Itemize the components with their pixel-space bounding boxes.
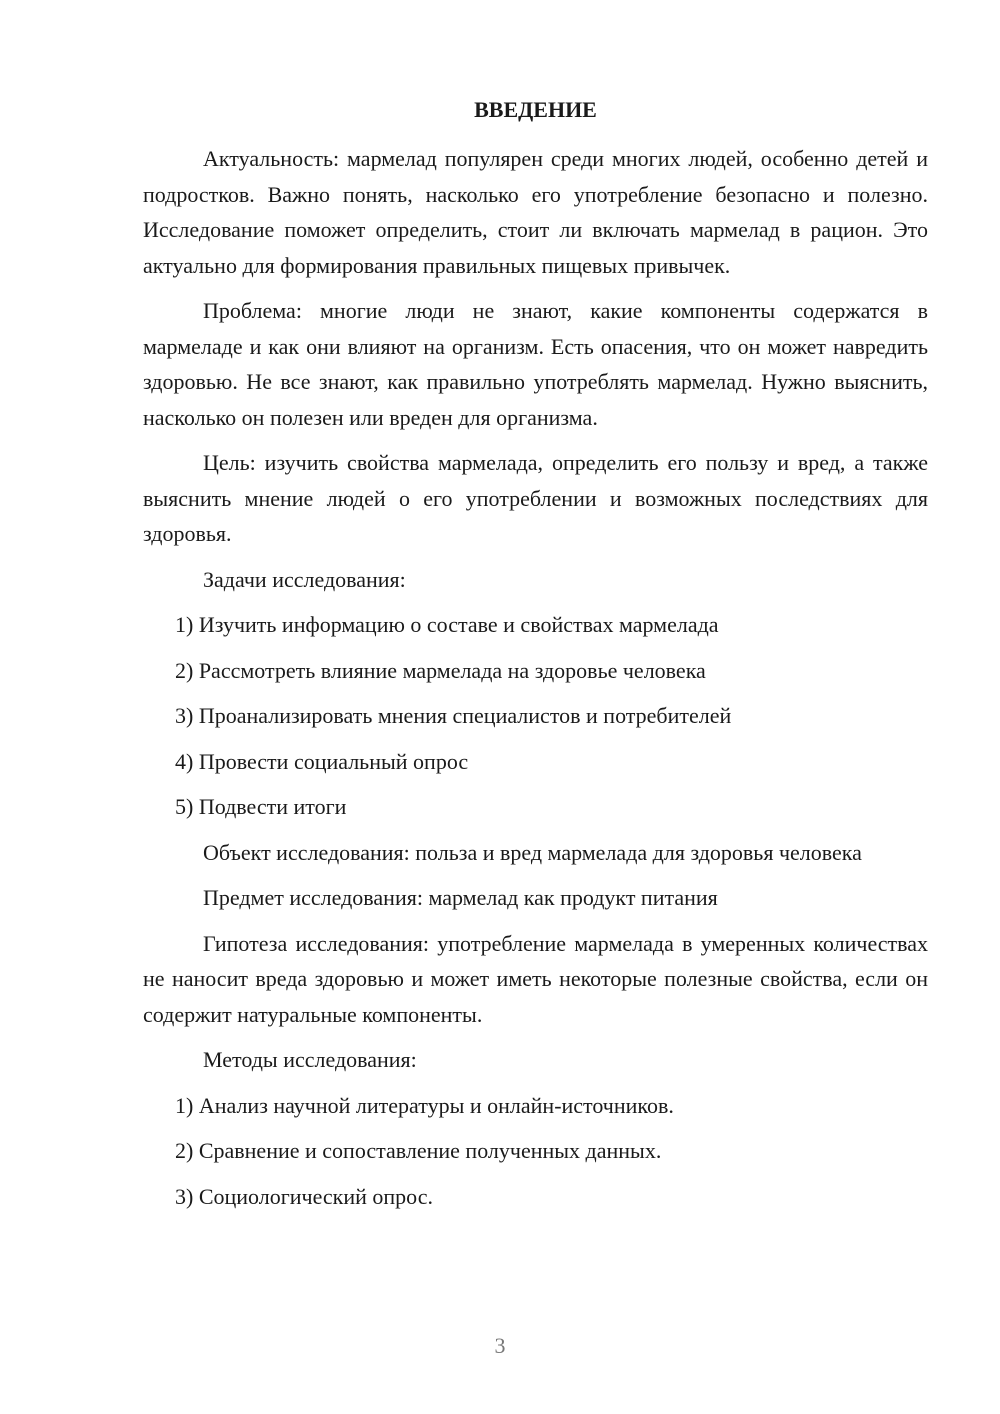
method-item: 1) Анализ научной литературы и онлайн-источников. [175, 1092, 674, 1118]
object-paragraph: Объект исследования: польза и вред мармелада для здоровья человека [203, 839, 862, 865]
task-item: 4) Провести социальный опрос [175, 748, 469, 774]
problem-paragraph: Проблема: многие люди не знают, какие компоненты содержатся в мармеладе и как они влияют на организм. Есть опасения, что он может навредить здоровью. Не все знают, как правильно употреблять мармелад. Нужно выяснить, насколько он полезен или вреден для организма. [143, 298, 928, 430]
page-number: 3 [494, 1333, 506, 1358]
task-item: 2) Рассмотреть влияние мармелада на здоровье человека [175, 657, 706, 683]
relevance-paragraph: Актуальность: мармелад популярен среди многих людей, особенно детей и подростков. Важно понять, насколько его употребление безопасно и полезно. Исследование поможет определить, стоит ли включать мармелад в рацион. Это актуально для формирования правильных пищевых привычек. [143, 146, 928, 278]
hypothesis-paragraph: Гипотеза исследования: употребление мармелада в умеренных количествах не наносит вреда здоровью и может иметь некоторые полезные свойства, если он содержит натуральные компоненты. [143, 930, 928, 1027]
method-item: 2) Сравнение и сопоставление полученных данных. [175, 1138, 662, 1163]
task-item: 1) Изучить информацию о составе и свойствах мармелада [175, 612, 719, 637]
goal-paragraph: Цель: изучить свойства мармелада, определить его пользу и вред, а также выяснить мнение людей о его употреблении и возможных последствиях для здоровья. [143, 450, 928, 546]
tasks-heading: Задачи исследования: [203, 566, 406, 592]
section-title: ВВЕДЕНИЕ [474, 97, 597, 122]
task-item: 5) Подвести итоги [175, 794, 347, 819]
task-item: 3) Проанализировать мнения специалистов и потребителей [175, 703, 732, 728]
method-item: 3) Социологический опрос. [175, 1183, 433, 1209]
subject-line: Предмет исследования: мармелад как продукт питания [203, 885, 718, 910]
document-page [143, 95, 928, 1224]
methods-heading: Методы исследования: [203, 1047, 417, 1072]
